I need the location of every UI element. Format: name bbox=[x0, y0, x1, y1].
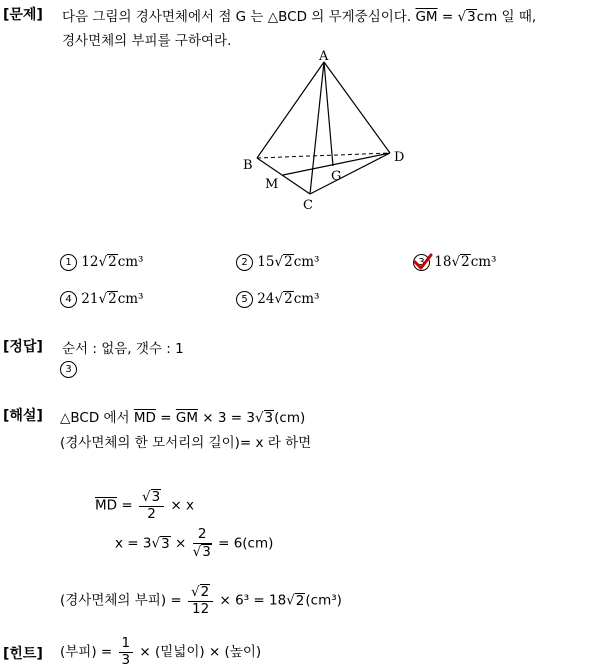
option-4[interactable]: 4 21√2cm³ bbox=[60, 291, 143, 308]
problem-line-1: 다음 그림의 경사면체에서 점 G 는 △BCD 의 무게중심이다. $\overline{GM} = √3cm$ 일 때, bbox=[62, 9, 537, 25]
option-mark: 4 bbox=[60, 291, 77, 308]
option-1[interactable]: 1 12√2cm³ bbox=[60, 254, 143, 271]
sqrt-value: 3 bbox=[264, 410, 274, 426]
equals-sign: = bbox=[117, 497, 137, 514]
fraction: $\frac{2}{√3}$ bbox=[192, 526, 211, 560]
option-mark: 3 bbox=[413, 254, 430, 271]
option-root: 2 bbox=[108, 291, 117, 307]
sqrt-value: 3 bbox=[151, 489, 161, 505]
denominator: 3 bbox=[121, 651, 131, 668]
option-root: 2 bbox=[284, 291, 293, 307]
option-mark: 1 bbox=[60, 254, 77, 271]
option-mark: 2 bbox=[236, 254, 253, 271]
sqrt-value: 2 bbox=[200, 584, 210, 600]
denominator: 12 bbox=[192, 600, 210, 617]
hint-label: [힌트] bbox=[3, 646, 43, 662]
fraction bbox=[119, 636, 134, 668]
sqrt-value: 3 bbox=[467, 9, 476, 25]
equation-1 bbox=[95, 489, 194, 522]
segment-md: $\overline{MD}$ bbox=[95, 497, 118, 514]
option-unit: cm³ bbox=[293, 254, 320, 270]
option-5[interactable]: 5 24√2cm³ bbox=[236, 291, 319, 308]
option-coef: 24 bbox=[257, 291, 275, 307]
segment-gm: $\overline{GM}$ bbox=[415, 9, 438, 25]
option-coef: 21 bbox=[81, 291, 99, 307]
equation-3: (경사면체의 부피) = $\frac{√2}{12}$ × 6³ = 18√2(cm³) bbox=[60, 584, 342, 617]
problem-line-2: 경사면체의 부피를 구하여라. bbox=[62, 33, 232, 49]
checkmark-icon bbox=[413, 253, 433, 271]
problem-text-b: cm 일 때, bbox=[476, 9, 537, 25]
times-sign: × bbox=[170, 535, 191, 552]
option-root: 2 bbox=[461, 254, 470, 270]
option-unit: cm³ bbox=[470, 254, 497, 270]
equation-tail: × x bbox=[166, 497, 195, 514]
problem-label: [문제] bbox=[3, 7, 43, 23]
equation-text: (경사면체의 부피) = bbox=[60, 592, 187, 609]
fraction: $\frac{√3}{2}$ bbox=[139, 489, 164, 522]
answer-mark-row bbox=[60, 361, 77, 378]
label-a: A bbox=[319, 49, 329, 64]
numerator: 1 bbox=[119, 636, 134, 653]
option-coef: 15 bbox=[257, 254, 275, 270]
solution-text: △BCD 에서 bbox=[60, 410, 134, 426]
sqrt-value: 2 bbox=[295, 592, 305, 609]
equation-text: x = 3 bbox=[115, 535, 152, 552]
hint-text: × (밑넓이) × (높이) bbox=[135, 644, 262, 661]
fraction: $\frac{√2}{12}$ bbox=[188, 584, 213, 617]
numerator: 2 bbox=[193, 527, 212, 544]
option-unit: cm³ bbox=[293, 291, 320, 307]
problem-text-a: 다음 그림의 경사면체에서 점 G 는 △BCD 의 무게중심이다. bbox=[62, 9, 412, 25]
equals-sign: = bbox=[437, 9, 458, 25]
equation-unit: (cm³) bbox=[305, 592, 342, 609]
equation-text: × 6³ = 18 bbox=[215, 592, 287, 609]
solution-line-2: (경사면체의 한 모서리의 길이)= x 라 하면 bbox=[60, 435, 312, 451]
label-g: G bbox=[331, 169, 342, 184]
hint-text: (부피) = bbox=[60, 644, 117, 661]
option-mark: 5 bbox=[236, 291, 253, 308]
hint-line bbox=[60, 636, 261, 668]
segment-gm: $\overline{GM}$ bbox=[175, 410, 198, 426]
denominator: 2 bbox=[147, 505, 156, 522]
label-d: D bbox=[394, 150, 405, 165]
answer-label: [정답] bbox=[3, 339, 43, 355]
answer-mark: 3 bbox=[60, 361, 77, 378]
option-coef: 12 bbox=[81, 254, 99, 270]
option-2[interactable]: 2 15√2cm³ bbox=[236, 254, 319, 271]
solution-label: [해설] bbox=[3, 408, 43, 424]
label-b: B bbox=[243, 158, 253, 173]
equation-tail: = 6(cm) bbox=[213, 535, 274, 552]
answer-line: 순서 : 없음, 갯수 : 1 bbox=[62, 341, 184, 357]
solution-text: × 3 = 3 bbox=[197, 410, 255, 426]
label-c: C bbox=[303, 198, 313, 213]
option-root: 2 bbox=[108, 254, 117, 270]
option-coef: 18 bbox=[434, 254, 452, 270]
tetrahedron-figure bbox=[235, 48, 415, 218]
solution-unit: (cm) bbox=[274, 410, 306, 426]
option-unit: cm³ bbox=[117, 291, 144, 307]
solution-line-1: △BCD 에서 $\overline{MD} = \overline{GM} \times 3 = 3√3(cm)$ bbox=[60, 410, 306, 426]
label-m: M bbox=[265, 177, 279, 192]
segment-md: $\overline{MD}$ bbox=[133, 410, 156, 426]
sqrt-value: 3 bbox=[202, 543, 211, 560]
equation-2: x = 3√3 × $\frac{2}{√3}$ = 6(cm) bbox=[115, 526, 274, 560]
option-unit: cm³ bbox=[117, 254, 144, 270]
option-3[interactable]: 3 18√2cm³ bbox=[413, 254, 496, 271]
sqrt-value: 3 bbox=[161, 535, 170, 552]
option-root: 2 bbox=[284, 254, 293, 270]
equals-sign: = bbox=[155, 410, 176, 426]
